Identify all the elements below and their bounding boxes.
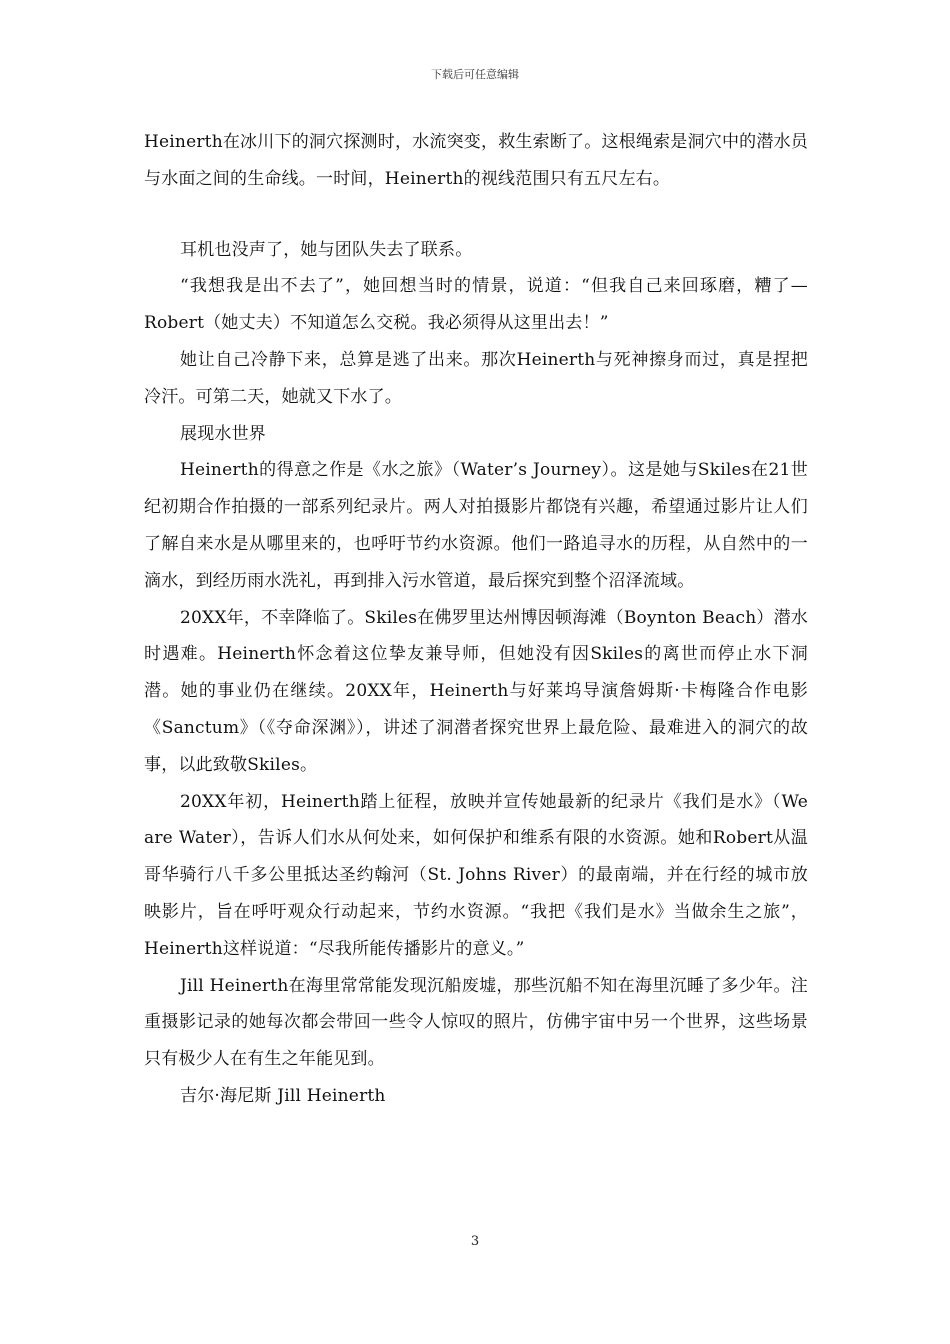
paragraph-escape: 她让自己冷静下来，总算是逃了出来。那次Heinerth与死神擦身而过，真是捏把冷汗。可第二天，她就又下水了。 (144, 349, 808, 407)
paragraph-waters-journey: Heinerth的得意之作是《水之旅》（Water’s Journey）。这是她与Skiles在21世纪初期合作拍摄的一部系列纪录片。两人对拍摄影片都饶有兴趣，希望通过影片让人们了解自来水是从哪里来的，也呼吁节约水资源。他们一路追寻水的历程，从自然中的一滴水，到经历雨水洗礼，再到排入污水管道，最后探究到整个沼泽流域。 (144, 460, 808, 591)
section-heading: 展现水世界 (180, 423, 266, 444)
document-body (144, 124, 808, 1115)
paragraph-we-are-water: 20XX年初，Heinerth踏上征程，放映并宣传她最新的纪录片《我们是水》（We are Water），告诉人们水从何处来，如何保护和维系有限的水资源。她和Robert从温哥华骑行八千多公里抵达圣约翰河（St. Johns River）的最南端，并在行经的城市放映影片，旨在呼吁观众行动起来，节约水资源。“我把《我们是水》当做余生之旅”，Heinerth这样说道：“尽我所能传播影片的意义。” (144, 791, 808, 959)
paragraph-cave-accident: Heinerth在冰川下的洞穴探测时，水流突变，救生索断了。这根绳索是洞穴中的潜水员与水面之间的生命线。一时间，Heinerth的视线范围只有五尺左右。 (144, 132, 808, 189)
paragraph-quote: “我想我是出不去了”，她回想当时的情景，说道：“但我自己来回琢磨，糟了—Robert（她丈夫）不知道怎么交税。我必须得从这里出去！” (144, 276, 808, 334)
paragraph-skiles-death: 20XX年，不幸降临了。Skiles在佛罗里达州博因顿海滩（Boynton Beach）潜水时遇难。Heinerth怀念着这位挚友兼导师，但她没有因Skiles的离世而停止水下洞潜。她的事业仍在继续。20XX年，Heinerth与好莱坞导演詹姆斯·卡梅隆合作电影《Sanctum》（《夺命深渊》），讲述了洞潜者探究世界上最危险、最难进入的洞穴的故事，以此致敬Skiles。 (144, 607, 808, 775)
paragraph-shipwrecks: Jill Heinerth在海里常常能发现沉船废墟，那些沉船不知在海里沉睡了多少年。注重摄影记录的她每次都会带回一些令人惊叹的照片，仿佛宇宙中另一个世界，这些场景只有极少人在有生之年能见到。 (144, 975, 808, 1070)
paragraph-caption: 吉尔·海尼斯 Jill Heinerth (180, 1085, 386, 1106)
paragraph-gap (144, 198, 808, 232)
paragraph-lost-contact: 耳机也没声了，她与团队失去了联系。 (180, 239, 473, 260)
page-number: 3 (470, 1234, 480, 1249)
page-header: 下载后可任意编辑 (431, 68, 519, 81)
